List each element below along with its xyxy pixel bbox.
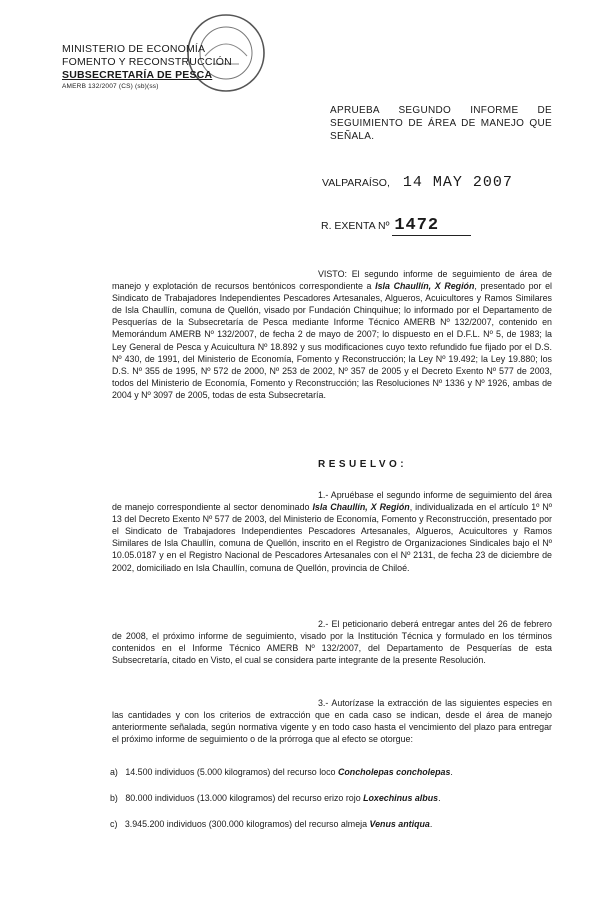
species-name: Loxechinus albus [363, 793, 439, 803]
item-1-sector: Isla Chaullín, X Región [312, 502, 410, 513]
visto-paragraph [112, 268, 552, 401]
date-line [322, 174, 513, 191]
species-text: 3.945.200 individuos (300.000 kilogramos) del recurso almeja [124, 819, 370, 829]
header-subsecretaria: SUBSECRETARÍA DE PESCA [62, 69, 213, 81]
item-2-paragraph: 2.- El peticionario deberá entregar antes del 26 de febrero de 2008, el próximo informe de seguimiento, visado por la Institución Técnica y formulado en los términos contenidos en el Informe Técnico AMERB Nº 132/2007, del Departamento de Pesquerías de esta Subsecretaría, citado en Visto, el cual se considera parte integrante de la presente Resolución. [112, 619, 552, 666]
species-end: . [438, 793, 441, 803]
species-text: 80.000 individuos (13.000 kilogramos) del recurso erizo rojo [125, 793, 364, 803]
header-fomento: FOMENTO Y RECONSTRUCCIÓN [62, 56, 232, 68]
visto-sector: Isla Chaullín, X Región [375, 281, 475, 292]
resolution-subject: APRUEBA SEGUNDO INFORME DE SEGUIMIENTO DE ÁREA DE MANEJO QUE SEÑALA. [330, 105, 552, 142]
visto-lead: VISTO: El segundo informe de seguimiento de área de manejo y explotación de recursos bentónicos correspondiente a [112, 269, 552, 292]
species-item-b [110, 792, 441, 804]
species-letter: c) [110, 819, 118, 829]
header-ministry: MINISTERIO DE ECONOMÍA [62, 43, 206, 55]
date-stamp: 14 MAY 2007 [402, 174, 513, 191]
species-name: Venus antiqua [369, 819, 430, 829]
species-text: 14.500 individuos (5.000 kilogramos) del recurso loco [125, 767, 338, 777]
species-letter: a) [110, 767, 118, 777]
species-item-c [110, 818, 432, 830]
item-3-paragraph: 3.- Autorízase la extracción de las siguientes especies en las cantidades y con los criterios de extracción que en cada caso se indican, desde el área de manejo anteriormente señalada, según normativa vigente y en todo caso hasta el vencimiento del plazo para entregar el próximo informe de seguimiento o de la prórroga que al efecto se otorgue: [112, 698, 552, 745]
exenta-number: 1472 [392, 216, 471, 236]
visto-rest: , presentado por el Sindicato de Trabajadores Independientes Pescadores Artesanales, Algueros, Acuicultores y Ramos Similares de Isla Chaullín, comuna de Quellón, visado por Fundación Chinquihue; lo informado por el Departamento de Pesquerías de la Subsecretaría de Pesca mediante Informe Técnico AMERB Nº 132/2007, contenido en Memorándum AMERB Nº 132/2007, de fecha 2 de mayo de 2007; lo dispuesto en el D.F.L. Nº 5, de 1983; la Ley General de Pesca y Acuicultura Nº 18.892 y sus modificaciones cuyo texto refundido fue fijado por el D.S. Nº 430, de 1991, del Ministerio de Economía, Fomento y Reconstrucción; la Ley Nº 19.492; la Ley 19.880; los D.S. Nº 355 de 1995, Nº 572 de 2000, Nº 253 de 2002, Nº 357 de 2005 y el Decreto Exento Nº 577 de 2003, todos del Ministerio de Economía, Fomento y Reconstrucción; las Resoluciones Nº 1336 y Nº 1926, ambas de 2004 y Nº 3097 de 2005, todas de esta Subsecretaría. [112, 281, 552, 400]
item-1-lead: 1.- Apruébase el segundo informe de seguimiento del área de manejo correspondiente al sector denominado [112, 490, 552, 513]
species-name: Concholepas concholepas [337, 767, 451, 777]
ministry-header [62, 43, 232, 91]
species-end: . [429, 819, 433, 829]
resuelvo-heading: RESUELVO: [318, 459, 408, 470]
item-1-rest: , individualizada en el artículo 1º Nº 13 del Decreto Exento Nº 577 de 2003, del Ministerio de Economía, Fomento y Reconstrucción, presentado por el Sindicato de Trabajadores Independientes Pescadores Artesanales, Algueros, Acuicultores y Ramos Similares de Isla Chaullín, comuna de Quellón, inscrito en el Registro de Organizaciones Sindicales bajo el Nº 10.05.0187 y en el Registro Nacional de Pescadores Artesanales con el Nº 2131, de fecha 23 de diciembre de 2002, domiciliado en Isla Chaullín, comuna de Quellón, provincia de Chiloé. [112, 502, 553, 573]
species-end: . [450, 767, 453, 777]
exenta-label: R. EXENTA Nº [321, 220, 390, 232]
exenta-line [321, 216, 471, 236]
species-letter: b) [110, 793, 118, 803]
place-label: VALPARAÍSO, [322, 177, 390, 189]
item-1-paragraph [112, 489, 552, 574]
header-reference: AMERB 132/2007 (CS) (sb)(ss) [62, 83, 159, 90]
species-item-a [110, 766, 453, 778]
